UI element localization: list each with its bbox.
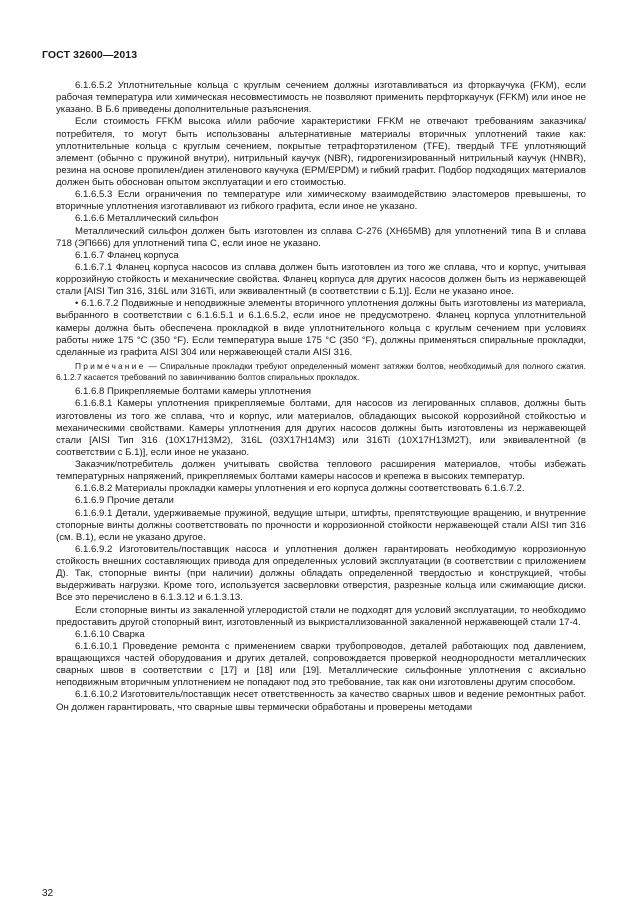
paragraph: 6.1.6.10.2 Изготовитель/поставщик несет ответственность за качество сварных швов и ведение ремонтных работ. Он должен гарантировать, что сварные швы термически обработаны и проверены методами (56, 689, 586, 713)
paragraph: 6.1.6.5.3 Если ограничения по температуре или химическому взаимодействию эластомеров превышены, то вторичные уплотнения изготавливают из гибкого графита, если иное не указано. (56, 189, 586, 213)
section-heading: 6.1.6.7 Фланец корпуса (75, 249, 179, 261)
paragraph: 6.1.6.9.1 Детали, удерживаемые пружиной, ведущие штыри, штифты, препятствующие вращению, и внутренние стопорные винты должны соответствовать по прочности и коррозионной стойкости нержавеющей стали AISI тип 316 (см. В.1), если не указано другое. (56, 507, 586, 543)
page-number: 32 (42, 888, 54, 899)
paragraph: • 6.1.6.7.2 Подвижные и неподвижные элементы вторичного уплотнения должны быть изготовлены из материала, выбранного в соответствии с 6.1.6.5.1 и 6.1.6.5.2, если иное не предусмотрено. Фланец корпуса уплотнительной камеры должна быть обеспечена прокладкой в виде уплотнительного кольца с круглым сечением при условиях работы ниже 175 °С (350 °F). Если температура выше 175 °С (350 °F), должны применяться спиральные прокладки, сделанные из графита AISI 304 или нержавеющей стали AISI 316. (56, 298, 586, 358)
section-heading: 6.1.6.6 Металлический сильфон (75, 213, 219, 225)
paragraph: Если стопорные винты из закаленной углеродистой стали не подходят для условий эксплуатации, то необходимо предоставить другой стопорный винт, изготовленный из выкристаллизованной закаленной нержавеющей стали 17-4. (56, 604, 586, 628)
note-label: Примечание (75, 360, 146, 371)
paragraph: 6.1.6.10.1 Проведение ремонта с применением сварки трубопроводов, деталей работающих под давлением, вращающихся частей оборудования и других деталей, сопровождается проверкой неоднородности металлических сварных швов в соответствии с [17] и [18] или [19]. Металлические сильфонные уплотнения с аксиально неподвижным вторичным уплотнением не попадают под это требование, так как они изготовлены другим способом. (56, 640, 586, 689)
note-text: — Спиральные прокладки требуют определенный момент затяжки болтов, необходимый для полного сжатия. 6.1.2.7 касается требований по завинчиванию болтов спиральных прокладок. (56, 360, 586, 383)
section-heading: 6.1.6.9 Прочие детали (75, 495, 174, 507)
paragraph: 6.1.6.8.1 Камеры уплотнения прикрепляемые болтами, для насосов из легированных сплавов, должны быть изготовлены из того же сплава, что и корпус, или материалов, обладающих высокой коррозийной стойкостью и механическими свойствами. Камеры уплотнения для других насосов должны быть изготовлены из нержавеющей стали [AISI Тип 316 (10Х17Н13М2), 316L (03Х17Н14М3) или 316Ti (10Х17Н13М2Т), или эквивалентной (в соответствии с Б.1)], если иное не указано. (56, 398, 586, 458)
paragraph: 6.1.6.9.2 Изготовитель/поставщик насоса и уплотнения должен гарантировать необходимую коррозионную стойкость внешних составляющих привода для определенных условий эксплуатации (в соответствии с приложением Д). Так, стопорные винты (при наличии) должны обладать определенной твердостью и конструкцией, чтобы выдерживать нагрузки. Кроме того, используется засверловки отверстия, разрезные кольца или сжимающие диски. Все это перечислено в 6.1.3.12 и 6.1.3.13. (56, 543, 586, 604)
document-body (56, 80, 586, 714)
section-heading: 6.1.6.8 Прикрепляемые болтами камеры уплотнения (75, 386, 312, 398)
section-heading: 6.1.6.10 Сварка (75, 628, 145, 640)
paragraph: 6.1.6.8.2 Материалы прокладки камеры уплотнения и его корпуса должны соответствовать 6.1.6.7.2. (75, 483, 525, 495)
paragraph: Если стоимость FFKM высока и/или рабочие характеристики FFKM не отвечают требованиям заказчика/потребителя, то могут быть использованы альтернативные материалы вторичных уплотнений такие как: уплотнительные кольца с круглым сечением, покрытые тетрафторэтиленом (TFE), твердый TFE уплотняющий элемент (обычно с пружиной внутри), нитрильный каучук (NBR), гидрогенизированный нитрильный каучук (HNBR), резина на основе пропилен/диен этиленового каучука (EPM/EPDM) и гибкий графит. Подбор подходящих материалов должен быть обоснован опытом эксплуатации и его стоимостью. (56, 116, 586, 188)
paragraph: 6.1.6.5.2 Уплотнительные кольца с круглым сечением должны изготавливаться из фторкаучука (FKM), если рабочая температура или химическая несовместимость не позволяют применить перфторкаучук (FFKM) или иное не указано. В Б.6 приведены дополнительные разъяснения. (56, 80, 586, 116)
paragraph: 6.1.6.7.1 Фланец корпуса насосов из сплава должен быть изготовлен из того же сплава, что и корпус, учитывая коррозийную стойкость и механические свойства. Фланец корпуса для других насосов должен быть из нержавеющей стали [AISI Тип 316, 316L или 316Ti, или эквивалентный (в соответствии с Б.1)]. Если не указано иное. (56, 261, 586, 298)
paragraph: Заказчик/потребитель должен учитывать свойства теплового расширения материалов, чтобы избежать температурных напряжений, прикрепляемых болтами камеры насосов и крепежа в высоких температур. (56, 459, 586, 483)
standard-header: ГОСТ 32600—2013 (42, 49, 138, 61)
paragraph: Металлический сильфон должен быть изготовлен из сплава С-276 (ХН65МВ) для уплотнений типа В и сплава 718 (ЭП666) для уплотнений типа С, если иное не указано. (56, 225, 586, 249)
note (56, 361, 586, 383)
